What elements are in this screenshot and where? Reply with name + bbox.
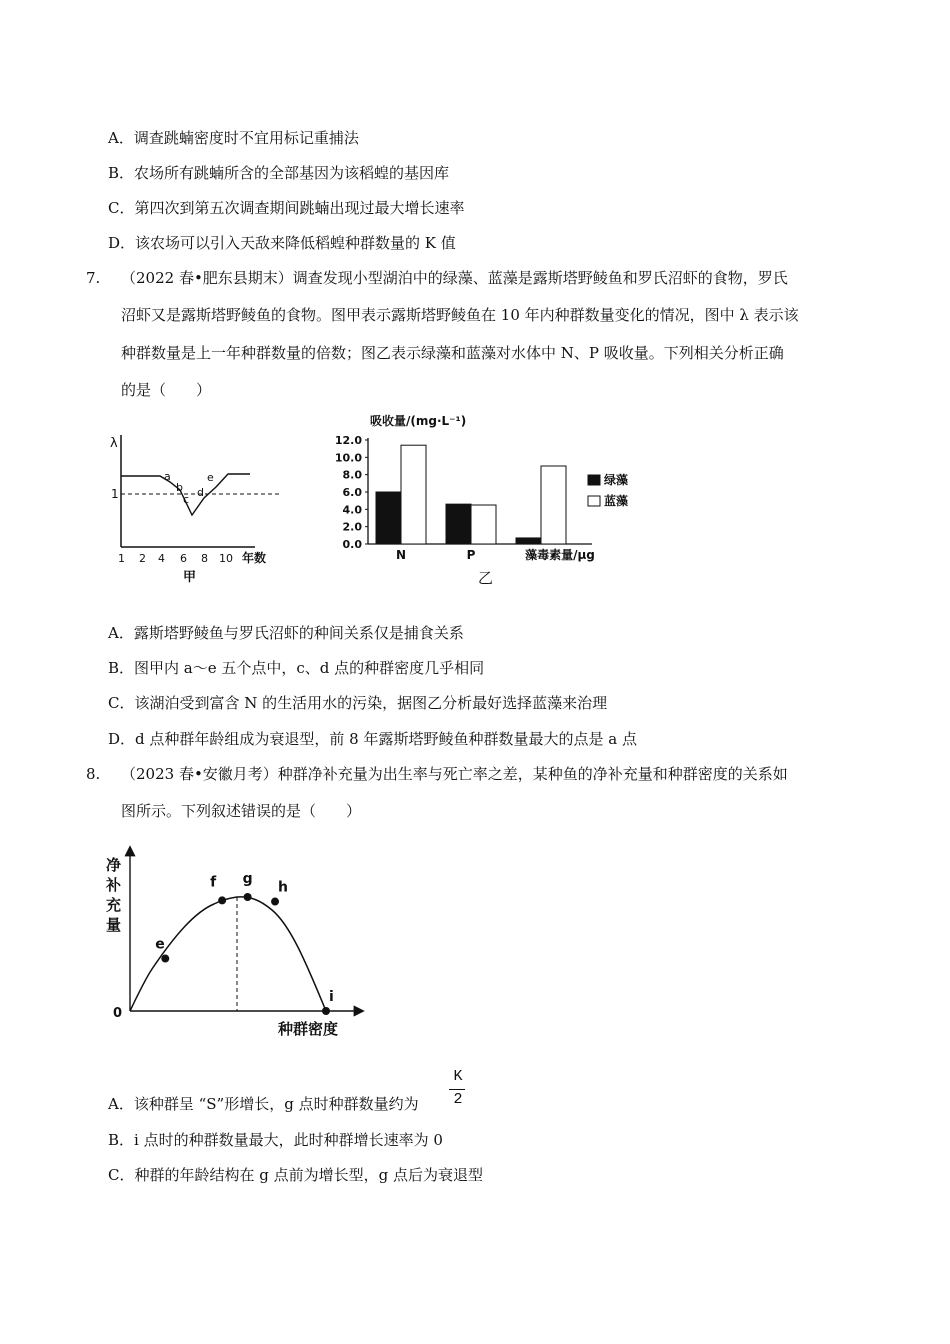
yi-bar-1-0 <box>446 504 471 544</box>
legend-swatch-lvzao <box>588 475 600 485</box>
jia-one-label: 1 <box>111 487 119 501</box>
yi-categories <box>396 547 595 562</box>
q8-y-label-1: 净 <box>106 856 122 874</box>
yi-bar-2-1 <box>541 466 566 544</box>
q8-stem-line-1: （2023 春•安徽月考）种群净补充量为出生率与死亡率之差，某种鱼的净补充量和种群密度的关系如 <box>121 765 788 783</box>
fraction-bar <box>449 1089 465 1090</box>
q8-point-f <box>218 896 226 904</box>
q8-option-b: B．i 点时的种群数量最大，此时种群增长速率为 0 <box>108 1131 443 1149</box>
jia-point-b: b <box>176 481 183 494</box>
jia-point-d: d <box>197 486 204 499</box>
yi-bars <box>376 445 566 544</box>
q8-y-label-4: 量 <box>106 916 122 934</box>
jia-point-c: c <box>183 493 190 506</box>
q8-point-label-e: e <box>155 936 165 953</box>
q8-y-label-3: 充 <box>106 896 122 914</box>
q8-point-label-h: h <box>278 879 289 896</box>
legend-label-lvzao: 绿藻 <box>604 473 629 487</box>
q7-option-c: C．该湖泊受到富含 N 的生活用水的污染，据图乙分析最好选择蓝藻来治理 <box>108 694 608 712</box>
q8-point-label-g: g <box>242 871 253 887</box>
q8-number: 8. <box>86 765 101 783</box>
figure-yi-bar-chart <box>330 408 630 588</box>
jia-x-unit: 年数 <box>242 551 267 565</box>
q8-x-label: 种群密度 <box>278 1020 339 1038</box>
fraction-numerator: K <box>453 1068 463 1085</box>
yi-legend <box>588 472 628 508</box>
yi-ytick-label-4: 8.0 <box>342 468 362 482</box>
jia-xtick-2: 2 <box>139 552 146 565</box>
q8-y-label-2: 补 <box>106 876 122 894</box>
q8-point-h <box>271 898 279 906</box>
legend-swatch-lanzao <box>588 496 600 506</box>
yi-category-label-0: N <box>395 548 407 562</box>
yi-ytick-label-1: 2.0 <box>342 520 362 534</box>
fraction-denominator: 2 <box>453 1091 463 1108</box>
yi-category-label-2: 藻毒素量/μg <box>525 548 595 562</box>
jia-xtick-4: 4 <box>158 552 165 565</box>
q6-option-c: C．第四次到第五次调查期间跳蝻出现过最大增长速率 <box>108 199 465 217</box>
yi-bar-2-0 <box>516 538 541 544</box>
q8-option-c: C．种群的年龄结构在 g 点前为增长型，g 点后为衰退型 <box>108 1166 483 1184</box>
q8-curve <box>130 897 326 1011</box>
yi-chart-title: 吸收量/(mg·L⁻¹) <box>370 414 467 428</box>
q7-stem-line-4: 的是（ ） <box>121 381 212 399</box>
yi-ytick-label-6: 12.0 <box>334 434 362 447</box>
figure-net-recruitment-chart <box>100 840 370 1045</box>
q8-option-a: A．该种群呈 “S”形增长，g 点时种群数量约为 <box>108 1095 419 1113</box>
yi-bar-0-0 <box>376 492 401 544</box>
yi-bar-0-1 <box>401 445 426 544</box>
yi-ytick-label-5: 10.0 <box>334 451 362 465</box>
jia-xtick-1: 1 <box>118 552 125 565</box>
yi-ytick-label-2: 4.0 <box>342 503 362 517</box>
figure-jia-lambda-chart <box>100 425 290 585</box>
q8-point-i <box>322 1007 330 1015</box>
q6-option-d: D．该农场可以引入天敌来降低稻蝗种群数量的 K 值 <box>108 234 456 252</box>
jia-xtick-10: 10 <box>219 552 233 565</box>
yi-ytick-label-0: 0.0 <box>342 538 362 551</box>
q6-option-a: A．调查跳蝻密度时不宜用标记重捕法 <box>108 129 359 147</box>
yi-ytick-label-3: 6.0 <box>342 486 362 499</box>
q8-point-e <box>161 955 169 963</box>
q7-option-d: D．d 点种群年龄组成为衰退型，前 8 年露斯塔野鲮鱼种群数量最大的点是 a 点 <box>108 730 637 748</box>
jia-xtick-8: 8 <box>201 552 208 565</box>
q8-point-g <box>244 893 252 901</box>
yi-caption: 乙 <box>478 569 494 587</box>
jia-caption: 甲 <box>183 570 197 585</box>
legend-label-lanzao: 蓝藻 <box>604 494 629 508</box>
jia-y-label: λ <box>110 436 118 451</box>
q7-stem-line-3: 种群数量是上一年种群数量的倍数；图乙表示绿藻和蓝藻对水体中 N、P 吸收量。下列相关分析正确 <box>121 344 784 362</box>
q7-option-b: B．图甲内 a～e 五个点中，c、d 点的种群密度几乎相同 <box>108 659 485 677</box>
jia-point-a: a <box>164 470 171 483</box>
yi-category-label-1: P <box>466 548 476 562</box>
q8-point-label-f: f <box>210 874 217 891</box>
q7-number: 7. <box>86 269 101 287</box>
yi-y-ticks <box>335 434 368 551</box>
q8-stem-line-2: 图所示。下列叙述错误的是（ ） <box>121 802 362 820</box>
q6-option-b: B．农场所有跳蝻所含的全部基因为该稻蝗的基因库 <box>108 164 450 182</box>
q8-origin-label: 0 <box>113 1006 123 1021</box>
jia-xtick-6: 6 <box>180 552 187 565</box>
q8-point-label-i: i <box>329 989 334 1005</box>
q7-option-a: A．露斯塔野鲮鱼与罗氏沼虾的种间关系仅是捕食关系 <box>108 624 464 642</box>
jia-point-e: e <box>207 471 214 484</box>
q8-points <box>155 871 334 1015</box>
yi-bar-1-1 <box>471 505 496 544</box>
q7-stem-line-1: （2022 春•肥东县期末）调查发现小型湖泊中的绿藻、蓝藻是露斯塔野鲮鱼和罗氏沼虾的食物，罗氏 <box>121 269 788 287</box>
q7-stem-line-2: 沼虾又是露斯塔野鲮鱼的食物。图甲表示露斯塔野鲮鱼在 10 年内种群数量变化的情况，图中 λ 表示该 <box>121 306 799 324</box>
